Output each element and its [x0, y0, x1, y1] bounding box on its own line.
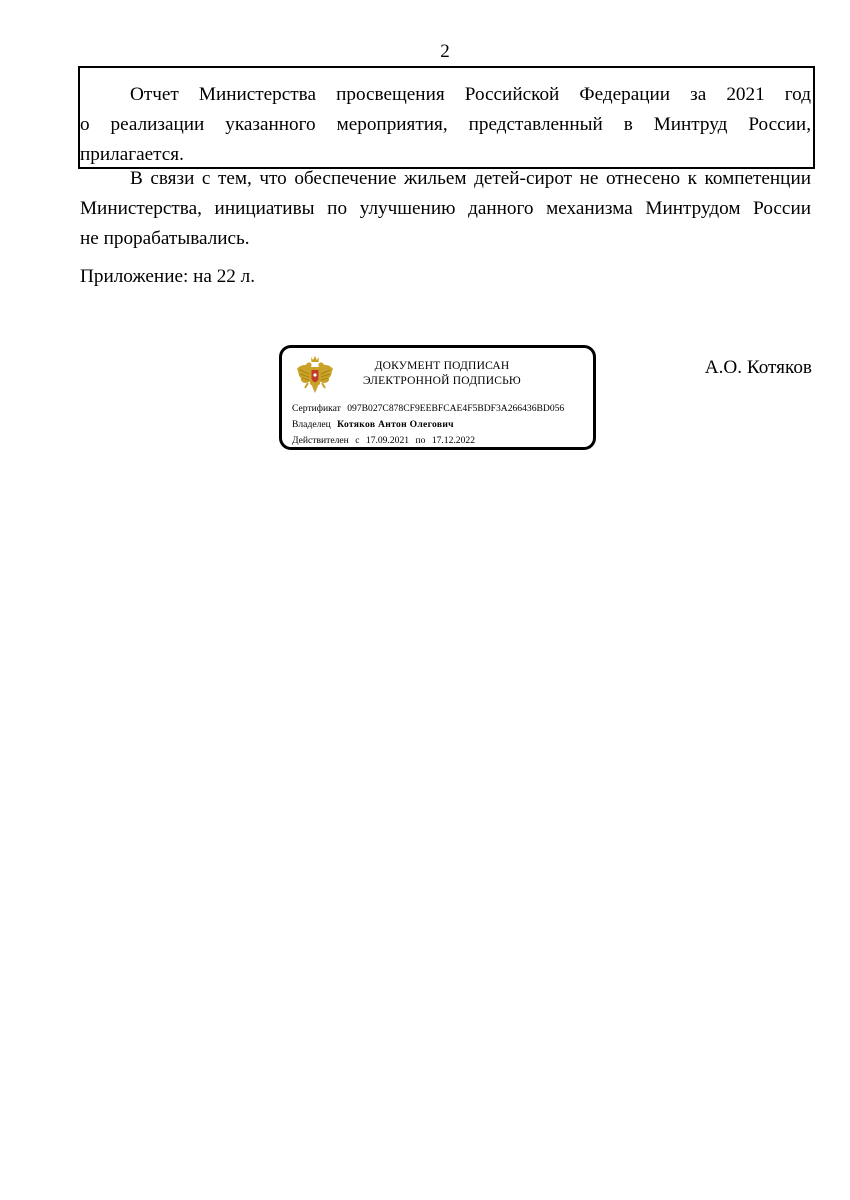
validity-to-label: по	[415, 435, 426, 446]
paragraph-line: Отчет Министерства просвещения Российской Федерации за 2021 год	[130, 84, 811, 105]
paragraph-line: прилагается.	[80, 144, 184, 165]
stamp-heading	[342, 359, 542, 389]
certificate-label: Сертификат	[292, 403, 341, 414]
validity-label: Действителен	[292, 435, 349, 446]
paragraph-line: не прорабатывались.	[80, 228, 250, 249]
owner-value: Котяков Антон Олегович	[337, 419, 454, 430]
stamp-heading-line: ДОКУМЕНТ ПОДПИСАН	[374, 360, 510, 372]
paragraph-line: Министерства, инициативы по улучшению данного механизма Минтрудом России	[80, 198, 811, 219]
validity-from-label: с	[355, 435, 360, 446]
attachment-note: Приложение: на 22 л.	[80, 266, 256, 287]
paragraph-line: о реализации указанного мероприятия, представленный в Минтруд России,	[80, 114, 811, 135]
paragraph-competence	[80, 164, 811, 254]
paragraph-report	[80, 80, 811, 170]
signer-name: А.О. Котяков	[704, 357, 812, 378]
paragraph-line: В связи с тем, что обеспечение жильем детей-сирот не отнесено к компетенции	[130, 168, 811, 189]
page-number: 2	[440, 41, 450, 62]
electronic-signature-stamp	[279, 345, 596, 450]
russian-coat-of-arms-icon	[294, 355, 336, 395]
certificate-value: 097B027C878CF9EEBFCAE4F5BDF3A266436BD056	[347, 403, 565, 414]
validity-row	[292, 435, 475, 447]
validity-from: 17.09.2021	[365, 435, 410, 446]
stamp-heading-line: ЭЛЕКТРОННОЙ ПОДПИСЬЮ	[363, 375, 521, 387]
owner-label: Владелец	[292, 419, 331, 430]
validity-to: 17.12.2022	[431, 435, 475, 446]
certificate-row	[292, 403, 564, 415]
owner-row	[292, 419, 454, 431]
